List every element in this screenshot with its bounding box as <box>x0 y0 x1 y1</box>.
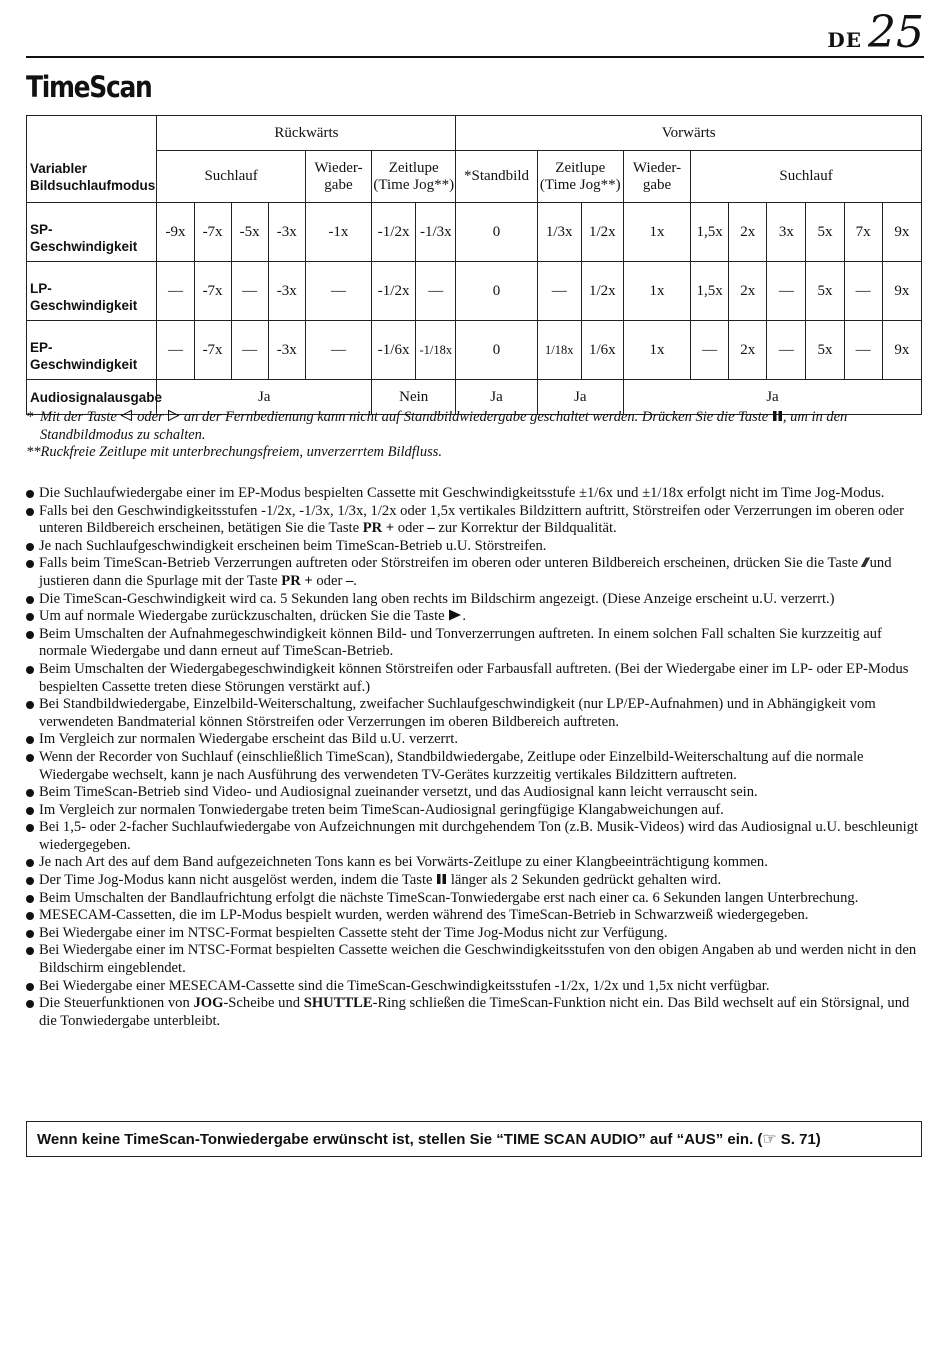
list-item <box>26 995 924 1030</box>
table-cell: 1/2x <box>581 262 623 321</box>
table-cell: — <box>767 321 806 380</box>
table-cell: 9x <box>882 203 921 262</box>
list-item-text: . <box>462 608 466 625</box>
list-item: Im Vergleich zur normalen Tonwiedergabe treten beim TimeScan-Audiosignal geringfügige Klangabweichungen auf. <box>26 802 924 820</box>
hand-pointer-icon: ☞ <box>762 1131 777 1148</box>
table-cell: 1,5x <box>691 203 729 262</box>
list-item-text: oder <box>397 520 424 537</box>
subheader-wiedergabe-forward: Wieder- gabe <box>623 151 690 203</box>
list-item-text: -Ring schließen die TimeScan-Funktion nicht ein. Das Bild wechselt auf ein Störsignal, und die Tonwiedergabe unterbleibt. <box>39 995 910 1029</box>
list-item: Beim Umschalten der Wiedergabegeschwindigkeit können Störstreifen oder Farbausfall auftreten. (Bei der Wiedergabe einer im LP- oder EP-Modus bespielten Cassette treten diese Störungen verstärkt auf.) <box>26 661 924 696</box>
footnote-text: an der Fernbedienung kann nicht auf Standbildwiedergabe geschaltet werden. Drücken Sie die Taste <box>183 409 769 425</box>
table-cell: 5x <box>806 321 844 380</box>
table-cell: 1/6x <box>581 321 623 380</box>
table-cell: — <box>844 321 882 380</box>
notes-list <box>26 485 924 1030</box>
minus-key: – <box>427 520 435 537</box>
list-item: Beim Umschalten der Aufnahmegeschwindigkeit können Bild- und Tonverzerrungen auftreten. In einem solchen Fall schalten Sie kurzzeitig auf normale Wiedergabe und dann erneut auf TimeScan-Betrieb. <box>26 626 924 661</box>
footnote-standbild <box>26 409 926 444</box>
list-item-text: oder <box>316 572 343 589</box>
table-cell: -5x <box>231 203 268 262</box>
list-item-text: und justieren dann die Spurlage mit der Taste <box>39 555 892 589</box>
table-cell: — <box>231 262 268 321</box>
table-cell: 1/2x <box>581 203 623 262</box>
audio-cell-still: Ja <box>456 380 537 415</box>
table-cell: — <box>691 321 729 380</box>
row-label-audio: Audiosignalausgabe <box>27 380 157 415</box>
table-cell: -3x <box>268 321 305 380</box>
list-item-text: zur Korrektur der Bildqualität. <box>438 520 617 537</box>
table-cell: -9x <box>157 203 194 262</box>
table-cell: -3x <box>268 203 305 262</box>
table-cell: -3x <box>268 262 305 321</box>
note-page-ref: S. 71) <box>780 1130 821 1148</box>
table-cell: 9x <box>882 262 921 321</box>
table-cell: — <box>767 262 806 321</box>
footnote-marker: * <box>26 409 34 425</box>
footnote-text: Mit der Taste <box>40 409 117 425</box>
table-cell: 3x <box>767 203 806 262</box>
table-cell: 5x <box>806 262 844 321</box>
group-header-forward: Vorwärts <box>456 116 922 151</box>
table-corner-header: Variabler Bildsuchlaufmodus <box>27 116 157 203</box>
subheader-standbild: *Standbild <box>456 151 537 203</box>
table-cell: 1x <box>623 321 690 380</box>
list-item-text: länger als 2 Sekunden gedrückt gehalten wird. <box>450 872 722 889</box>
row-label-lp: LP- Geschwindigkeit <box>27 262 157 321</box>
list-item: Die Suchlaufwiedergabe einer im EP-Modus bespielten Cassette mit Geschwindigkeitsstufe ±1/6x und ±1/18x erfolgt nicht im Time Jog-Modus. <box>26 485 924 503</box>
table-cell: — <box>231 321 268 380</box>
minus-key: – <box>345 572 354 589</box>
table-cell: — <box>305 321 371 380</box>
list-item: Beim TimeScan-Betrieb sind Video- und Audiosignal zueinander versetzt, und das Audiosignal kann leicht verrauscht sein. <box>26 784 924 802</box>
footnotes <box>26 409 926 462</box>
table-cell: — <box>416 262 456 321</box>
list-item <box>26 503 924 538</box>
table-cell: 0 <box>456 321 537 380</box>
table-cell: 1x <box>623 262 690 321</box>
subheader-zeitlupe-forward: Zeitlupe (Time Jog**) <box>537 151 623 203</box>
table-cell: -7x <box>194 203 231 262</box>
list-item-text: Die Steuerfunktionen von <box>39 995 190 1012</box>
table-cell: 2x <box>729 262 767 321</box>
group-header-back: Rückwärts <box>157 116 456 151</box>
table-cell: 2x <box>729 203 767 262</box>
table-cell: 1,5x <box>691 262 729 321</box>
list-item: Bei Wiedergabe einer im NTSC-Format bespielten Cassette weichen die Geschwindigkeitsstufen von den obigen Angaben ab und werden nicht in den Bildschirm eingeblendet. <box>26 942 924 977</box>
footnote-text: , um in den Standbildmodus zu schalten. <box>40 409 848 443</box>
table-cell: -1/18x <box>416 321 456 380</box>
list-item: Je nach Suchlaufgeschwindigkeit erscheinen beim TimeScan-Betrieb u.U. Störstreifen. <box>26 538 924 556</box>
reverse-triangle-icon <box>120 409 133 422</box>
page-header <box>26 8 924 58</box>
play-icon <box>448 609 462 621</box>
table-cell: 0 <box>456 262 537 321</box>
row-label-sp: SP- Geschwindigkeit <box>27 203 157 262</box>
page-title: TimeScan <box>26 70 152 104</box>
subheader-wiedergabe-back: Wieder- gabe <box>305 151 371 203</box>
list-item <box>26 608 924 626</box>
table-cell: 5x <box>806 203 844 262</box>
table-cell: 7x <box>844 203 882 262</box>
list-item-text: Der Time Jog-Modus kann nicht ausgelöst werden, indem die Taste <box>39 872 433 889</box>
forward-triangle-icon <box>167 409 180 422</box>
audio-note-box <box>26 1121 922 1157</box>
list-item: Bei 1,5- oder 2-facher Suchlaufwiedergabe von Aufzeichnungen mit durchgehendem Ton (z.B. Musik-Videos) wird das Audiosignal u.U. beschleunigt wiedergegeben. <box>26 819 924 854</box>
pr-plus-key: PR + <box>362 520 395 537</box>
page-number-value: 25 <box>868 7 924 58</box>
audio-cell-forward-slow: Ja <box>537 380 623 415</box>
table-row-ep <box>27 321 922 380</box>
table-cell: -1/3x <box>416 203 456 262</box>
table-cell: 0 <box>456 203 537 262</box>
subheader-suchlauf-back: Suchlauf <box>157 151 305 203</box>
table-cell: — <box>157 321 194 380</box>
list-item: Die TimeScan-Geschwindigkeit wird ca. 5 Sekunden lang oben rechts im Bildschirm angezeigt. (Diese Anzeige erscheint u.U. verzerrt.) <box>26 591 924 609</box>
list-item: MESECAM-Cassetten, die im LP-Modus bespielt wurden, werden während des TimeScan-Betrieb in Schwarzweiß wiedergegeben. <box>26 907 924 925</box>
shuttle-label: SHUTTLE <box>303 995 373 1012</box>
table-cell: — <box>305 262 371 321</box>
jog-label: JOG <box>193 995 224 1012</box>
table-cell: 1/18x <box>537 321 581 380</box>
subheader-suchlauf-forward: Suchlauf <box>691 151 922 203</box>
table-cell: — <box>537 262 581 321</box>
footnote-timejog: **Ruckfreie Zeitlupe mit unterbrechungsfreiem, unverzerrtem Bildfluss. <box>26 444 442 460</box>
list-item: Bei Wiedergabe einer MESECAM-Cassette sind die TimeScan-Geschwindigkeitsstufen -1/2x, 1/2x und 1,5x nicht verfügbar. <box>26 978 924 996</box>
list-item: Im Vergleich zur normalen Wiedergabe erscheint das Bild u.U. verzerrt. <box>26 731 924 749</box>
audio-cell-forward-search: Ja <box>623 380 921 415</box>
table-cell: 1/3x <box>537 203 581 262</box>
list-item: Wenn der Recorder von Suchlauf (einschließlich TimeScan), Standbildwiedergabe, Zeitlupe oder Einzelbild-Weiterschaltung auf die normale Wiedergabe wechselt, kann je nach Ausführung des verwendeten TV-Gerätes kurzzeitig vertikales Bildzittern auftreten. <box>26 749 924 784</box>
note-text: Wenn keine TimeScan-Tonwiedergabe erwünscht ist, stellen Sie “TIME SCAN AUDIO” auf “AUS” ein. ( <box>37 1130 763 1148</box>
table-row-lp <box>27 262 922 321</box>
list-item: Bei Standbildwiedergabe, Einzelbild-Weiterschaltung, zweifacher Suchlaufgeschwindigkeit (nur LP/EP-Aufnahmen) und in Abhängigkeit vom verwendeten Bandmaterial können Störstreifen oder Verzerrungen im oberen Bildbereich auftreten. <box>26 696 924 731</box>
table-cell: -1/2x <box>372 262 416 321</box>
list-item: Beim Umschalten der Bandlaufrichtung erfolgt die nächste TimeScan-Tonwiedergabe erst nach einer ca. 6 Sekunden langen Unterbrechung. <box>26 890 924 908</box>
row-label-ep: EP- Geschwindigkeit <box>27 321 157 380</box>
footnote-text: oder <box>137 409 164 425</box>
list-item-text: Falls bei den Geschwindigkeitsstufen -1/2x, -1/3x, 1/3x, 1/2x oder 1,5x vertikales Bildzittern auftritt, Störstreifen oder Verzerrungen im oberen oder unteren Bildbereich erscheinen, betätigen Sie die Taste <box>39 502 905 537</box>
page-number <box>827 7 924 58</box>
table-cell: — <box>157 262 194 321</box>
audio-cell-back-slow: Nein <box>372 380 456 415</box>
table-cell: — <box>844 262 882 321</box>
list-item <box>26 872 924 890</box>
tracking-key-icon: //// <box>861 555 866 572</box>
subheader-zeitlupe-back: Zeitlupe (Time Jog**) <box>372 151 456 203</box>
table-cell: -1x <box>305 203 371 262</box>
timescan-speed-table <box>26 115 922 415</box>
table-cell: -1/2x <box>372 203 416 262</box>
table-cell: 9x <box>882 321 921 380</box>
list-item-text: Um auf normale Wiedergabe zurückzuschalten, drücken Sie die Taste <box>39 608 445 625</box>
list-item-text: Falls beim TimeScan-Betrieb Verzerrungen auftreten oder Störstreifen im oberen oder unteren Bildbereich erscheinen, drücken Sie die Taste <box>39 555 859 572</box>
list-item: Bei Wiedergabe einer im NTSC-Format bespielten Cassette steht der Time Jog-Modus nicht zur Verfügung. <box>26 925 924 943</box>
language-code: DE <box>827 28 862 52</box>
list-item: Je nach Art des auf dem Band aufgezeichneten Tons kann es bei Vorwärts-Zeitlupe zu einer Klangbeeinträchtigung kommen. <box>26 854 924 872</box>
pr-plus-key: PR + <box>281 572 313 589</box>
table-cell: -1/6x <box>372 321 416 380</box>
list-item-text: -Scheibe und <box>223 995 301 1012</box>
table-cell: -7x <box>194 262 231 321</box>
list-item <box>26 555 924 590</box>
pause-icon <box>772 410 783 422</box>
table-row-sp <box>27 203 922 262</box>
table-cell: 2x <box>729 321 767 380</box>
pause-icon <box>436 873 447 885</box>
table-cell: 1x <box>623 203 690 262</box>
table-cell: -7x <box>194 321 231 380</box>
audio-cell-back-search: Ja <box>157 380 372 415</box>
list-item-text: . <box>353 572 357 589</box>
